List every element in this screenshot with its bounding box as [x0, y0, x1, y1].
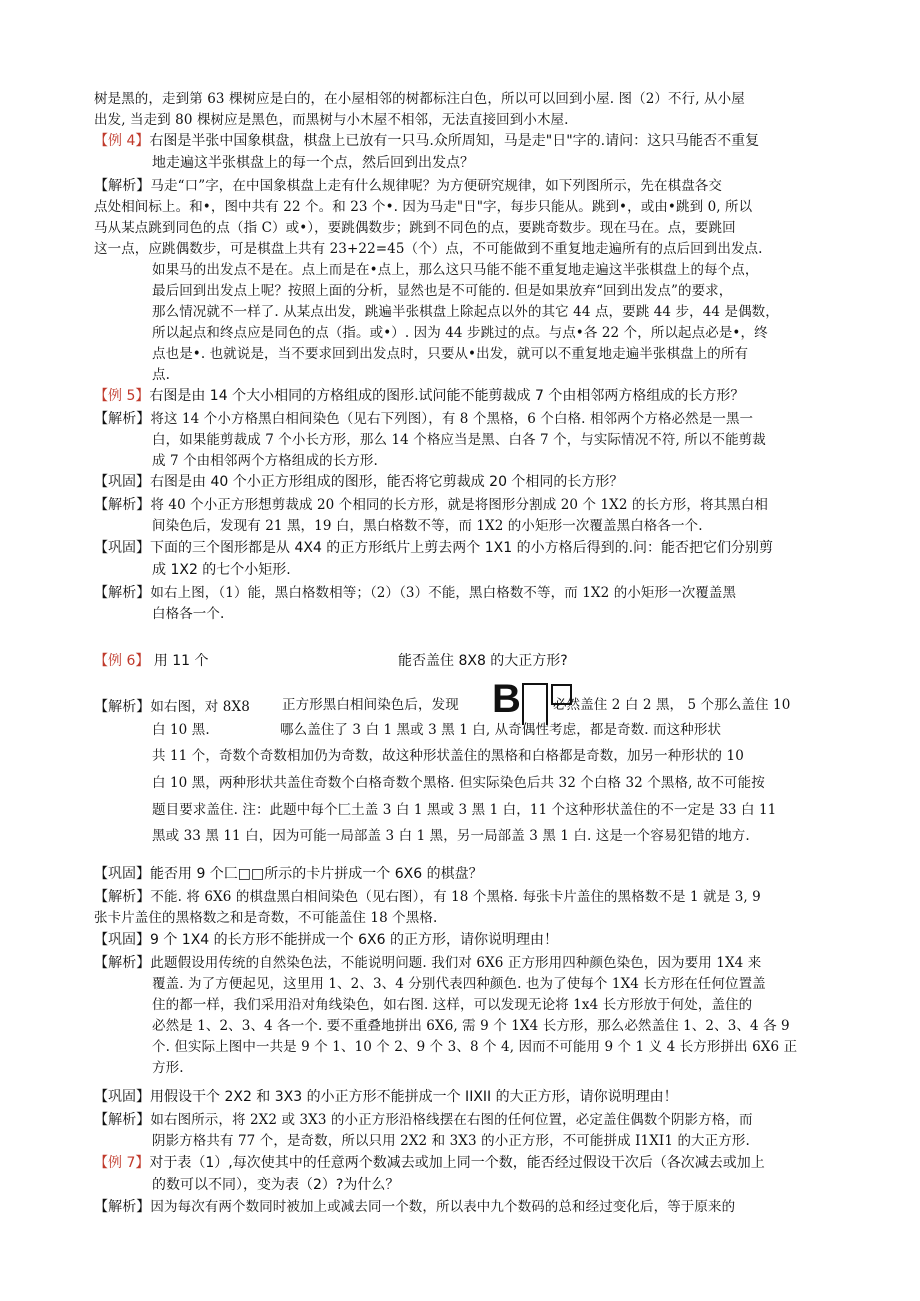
text-line	[94, 409, 753, 429]
text-line	[152, 451, 378, 471]
text-line	[152, 1131, 750, 1151]
line-text: 用 11 个	[149, 653, 209, 669]
shape-figure-square	[551, 684, 572, 705]
line-text: 如右上图，（1）能，黑白格数相等；（2）（3）不能，黑白格数不等，而 1X2 的小矩形一次覆盖黑	[150, 585, 737, 601]
line-text: 白格各一个.	[152, 606, 225, 622]
text-line	[94, 697, 250, 717]
line-text: 的数可以不同），变为表（2）?为什么？	[152, 1177, 400, 1193]
line-text: 哪么盖住了 3 白 1 黑或 3 黑 1 白, 从奇偶性考虑，都是奇数. 而这种形状	[280, 722, 722, 738]
text-line	[94, 472, 623, 492]
section-tag: 【解析】	[94, 955, 151, 971]
text-line	[152, 604, 224, 624]
text-line	[398, 651, 568, 671]
line-text: 如右图，对 8X8	[150, 699, 250, 715]
line-text: 黑或 33 黑 11 白，因为可能一局部盖 3 白 1 黑，另一局部盖 3 黑 1 白. 这是一个容易犯错的地方.	[152, 828, 750, 844]
text-line	[152, 1037, 797, 1057]
text-line	[94, 1153, 765, 1173]
section-tag: 【巩固】	[94, 474, 150, 490]
text-line	[94, 538, 773, 558]
section-tag: 【解析】	[94, 889, 151, 905]
text-line	[94, 239, 763, 259]
section-tag: 【巩固】	[94, 540, 150, 556]
text-line	[553, 695, 790, 715]
line-text: 正方形黑白相间染色后，发现	[282, 697, 459, 713]
text-line	[94, 386, 744, 406]
line-text: 马从某点跳到同色的点（指 C）或•），要跳偶数步；跳到不同色的点，要跳奇数步。现在马在。点，要跳回	[94, 220, 736, 236]
text-line	[280, 720, 721, 740]
text-line	[94, 864, 483, 884]
text-line	[94, 89, 745, 109]
line-text: 马走“口”字，在中国象棋盘上走有什么规律呢？为方便研究规律，如下列图所示，先在棋盘各交	[150, 178, 723, 194]
line-text: 住的都一样，我们采用沿对角线染色，如右图. 这样，可以发现无论将 1x4 长方形放于何处，盖住的	[152, 997, 753, 1013]
line-text: 树是黑的，走到第 63 棵树应是白的，在小屋相邻的树都标注白色，所以可以回到小屋. 图（2）不行, 从小屋	[94, 91, 745, 107]
section-tag: 【解析】	[94, 411, 151, 427]
line-text: 间染色后，发现有 21 黑，19 白，黑白格数不等，而 1X2 的小矩形一次覆盖黑白格各一个.	[152, 518, 703, 534]
text-line	[152, 365, 170, 385]
text-line	[94, 583, 736, 603]
text-line	[152, 1175, 399, 1195]
text-line	[282, 695, 459, 715]
line-text: 将 40 个小正方形想剪裁成 20 个相同的长方形，就是将图形分割成 20 个 1X2 的长方形，将其黑白相	[150, 497, 768, 513]
text-line	[152, 995, 752, 1015]
section-tag: 【解析】	[94, 585, 151, 601]
line-text: 能否盖住 8X8 的大正方形?	[398, 653, 568, 669]
line-text: 那么情况就不一样了. 从某点出发，跳遍半张棋盘上除起点以外的其它 44 点，要跳 44 步，44 是偶数，	[152, 304, 779, 320]
section-tag: 【解析】	[94, 1112, 151, 1128]
line-text: 张卡片盖住的黑格数之和是奇数，不可能盖住 18 个黑格.	[94, 910, 438, 926]
text-line	[152, 720, 210, 740]
text-line	[94, 218, 736, 238]
line-text: 所以起点和终点应是同色的点（指。或•）. 因为 44 步跳过的点。与点•各 22 个，所以起点必是•，终	[152, 325, 768, 341]
text-line	[94, 110, 569, 130]
shape-figure-pi	[522, 683, 548, 725]
text-line	[152, 1016, 790, 1036]
section-tag: 【巩固】	[94, 932, 150, 948]
text-line	[152, 746, 744, 766]
line-text: 地走遍这半张棋盘上的每一个点，然后回到出发点？	[152, 155, 474, 171]
text-line	[94, 176, 722, 196]
line-text: 共 11 个，奇数个奇数相加仍为奇数，故这种形状盖住的黑格和白格都是奇数，加另一种形状的 10	[152, 748, 744, 764]
line-text: 白，如果能剪裁成 7 个小长方形，那么 14 个格应当是黑、白各 7 个，与实际情况不符, 所以不能剪裁	[152, 432, 766, 448]
text-line	[152, 800, 776, 820]
text-line	[152, 302, 779, 322]
text-line	[94, 1110, 753, 1130]
section-tag: 【解析】	[94, 1199, 151, 1215]
line-text: 最后回到出发点上呢？按照上面的分析，显然也是不可能的. 但是如果放弃“回到出发点”的要求，	[152, 283, 733, 299]
line-text: 点也是•. 也就说是，当不要求回到出发点时，只要从•出发，就可以不重复地走遍半张棋盘上的所有	[152, 346, 749, 362]
line-text: 将这 14 个小方格黑白相间染色（见右下列图），有 8 个黑格，6 个白格. 相邻两个方格必然是一黑一	[150, 411, 754, 427]
line-text: 能否用 9 个匚□□所示的卡片拼成一个 6X6 的棋盘？	[150, 866, 483, 882]
section-tag: 【例 6】	[94, 653, 150, 669]
section-tag: 【例 5】	[94, 388, 150, 404]
shape-figure-letter: B	[492, 677, 521, 721]
line-text: 个. 但实际上图中一共是 9 个 1、10 个 2、9 个 3、8 个 4, 因而不可能用 9 个 1 义 4 长方形拼出 6X6 正	[152, 1039, 798, 1055]
line-text: 对于表（1）,每次使其中的任意两个数减去或加上同一个数，能否经过假设干次后（各次减去或加上	[149, 1155, 765, 1171]
line-text: 必然盖住 2 白 2 黑， 5 个那么盖住 10	[553, 697, 791, 713]
line-text: 点.	[152, 367, 170, 383]
text-line	[152, 773, 765, 793]
line-text: 不能. 将 6X6 的棋盘黑白相间染色（见右图），有 18 个黑格. 每张卡片盖住的黑格数不是 1 就是 3, 9	[150, 889, 761, 905]
text-line	[152, 323, 768, 343]
line-text: 必然是 1、2、3、4 各一个. 要不重叠地拼出 6X6, 需 9 个 1X4 长方形，那么必然盖住 1、2、3、4 各 9	[152, 1018, 790, 1034]
line-text: 此题假设用传统的自然染色法，不能说明问题. 我们对 6X6 正方形用四种颜色染色，因为要用 1X4 来	[150, 955, 762, 971]
text-line	[152, 974, 766, 994]
text-line	[152, 344, 748, 364]
section-tag: 【巩固】	[94, 866, 150, 882]
text-line	[94, 651, 209, 671]
text-line	[152, 1058, 184, 1078]
line-text: 出发, 当走到 80 棵树应是黑色，而黑树与小木屋不相邻，无法直接回到小木屋.	[94, 112, 569, 128]
line-text: 覆盖. 为了方便起见，这里用 1、2、3、4 分别代表四种颜色. 也为了使每个 1X4 长方形在任何位置盖	[152, 976, 766, 992]
text-line	[152, 281, 732, 301]
line-text: 9 个 1X4 的长方形不能拼成一个 6X6 的正方形，请你说明理由！	[150, 932, 558, 948]
text-line	[152, 153, 474, 173]
text-line	[94, 131, 759, 151]
line-text: 白 10 黑.	[152, 722, 210, 738]
text-line	[94, 908, 437, 928]
text-line	[94, 1087, 678, 1107]
line-text: 右图是由 40 个小正方形组成的图形，能否将它剪裁成 20 个相同的长方形？	[150, 474, 624, 490]
text-line	[94, 930, 558, 950]
line-text: 成 1X2 的七个小矩形.	[152, 562, 291, 578]
text-line	[94, 1197, 735, 1217]
text-line	[94, 887, 761, 907]
text-line	[152, 516, 703, 536]
line-text: 点处相间标上。和•，图中共有 22 个。和 23 个•. 因为马走"日"字，每步只能从。跳到•，或由•跳到 0, 所以	[94, 199, 753, 215]
line-text: 因为每次有两个数同时被加上或减去同一个数，所以表中九个数码的总和经过变化后，等于原来的	[150, 1199, 736, 1215]
line-text: 下面的三个图形都是从 4X4 的正方形纸片上剪去两个 1X1 的小方格后得到的.问：能否把它们分别剪	[150, 540, 774, 556]
text-line	[94, 953, 761, 973]
line-text: 成 7 个由相邻两个方格组成的长方形.	[152, 453, 378, 469]
line-text: 右图是半张中国象棋盘，棋盘上已放有一只马.众所周知，马是走"日"字的.请问：这只马能否不重复	[149, 133, 760, 149]
line-text: 阴影方格共有 77 个，是奇数，所以只用 2X2 和 3X3 的小正方形，不可能拼成 I1XI1 的大正方形.	[152, 1133, 750, 1149]
text-line	[152, 430, 766, 450]
line-text: 用假设干个 2X2 和 3X3 的小正方形不能拼成一个 IIXII 的大正方形，请你说明理由！	[150, 1089, 678, 1105]
line-text: 白 10 黑，两种形状共盖住奇数个白格奇数个黑格. 但实际染色后共 32 个白格 32 个黑格, 故不可能按	[152, 775, 765, 791]
section-tag: 【例 4】	[94, 133, 150, 149]
section-tag: 【解析】	[94, 699, 151, 715]
line-text: 如果马的出发点不是在。点上而是在•点上，那么这只马能不能不重复地走遍这半张棋盘上的每个点，	[152, 262, 759, 278]
text-line	[152, 260, 758, 280]
text-line	[152, 826, 750, 846]
line-text: 这一点，应跳偶数步，可是棋盘上共有 23+22=45（个）点，不可能做到不重复地走遍所有的点后回到出发点.	[94, 241, 763, 257]
text-line	[152, 560, 291, 580]
line-text: 如右图所示，将 2X2 或 3X3 的小正方形沿格线摆在右图的任何位置，必定盖住偶数个阴影方格，而	[150, 1112, 753, 1128]
section-tag: 【解析】	[94, 178, 151, 194]
line-text: 右图是由 14 个大小相同的方格组成的图形.试问能不能剪裁成 7 个由相邻两方格组成的长方形？	[149, 388, 745, 404]
line-text: 题目要求盖住. 注：此题中每个匚土盖 3 白 1 黑或 3 黑 1 白，11 个这种形状盖住的不一定是 33 白 11	[152, 802, 777, 818]
section-tag: 【例 7】	[94, 1155, 150, 1171]
section-tag: 【解析】	[94, 497, 151, 513]
line-text: 方形.	[152, 1060, 184, 1076]
section-tag: 【巩固】	[94, 1089, 150, 1105]
text-line	[94, 197, 752, 217]
text-line	[94, 495, 768, 515]
